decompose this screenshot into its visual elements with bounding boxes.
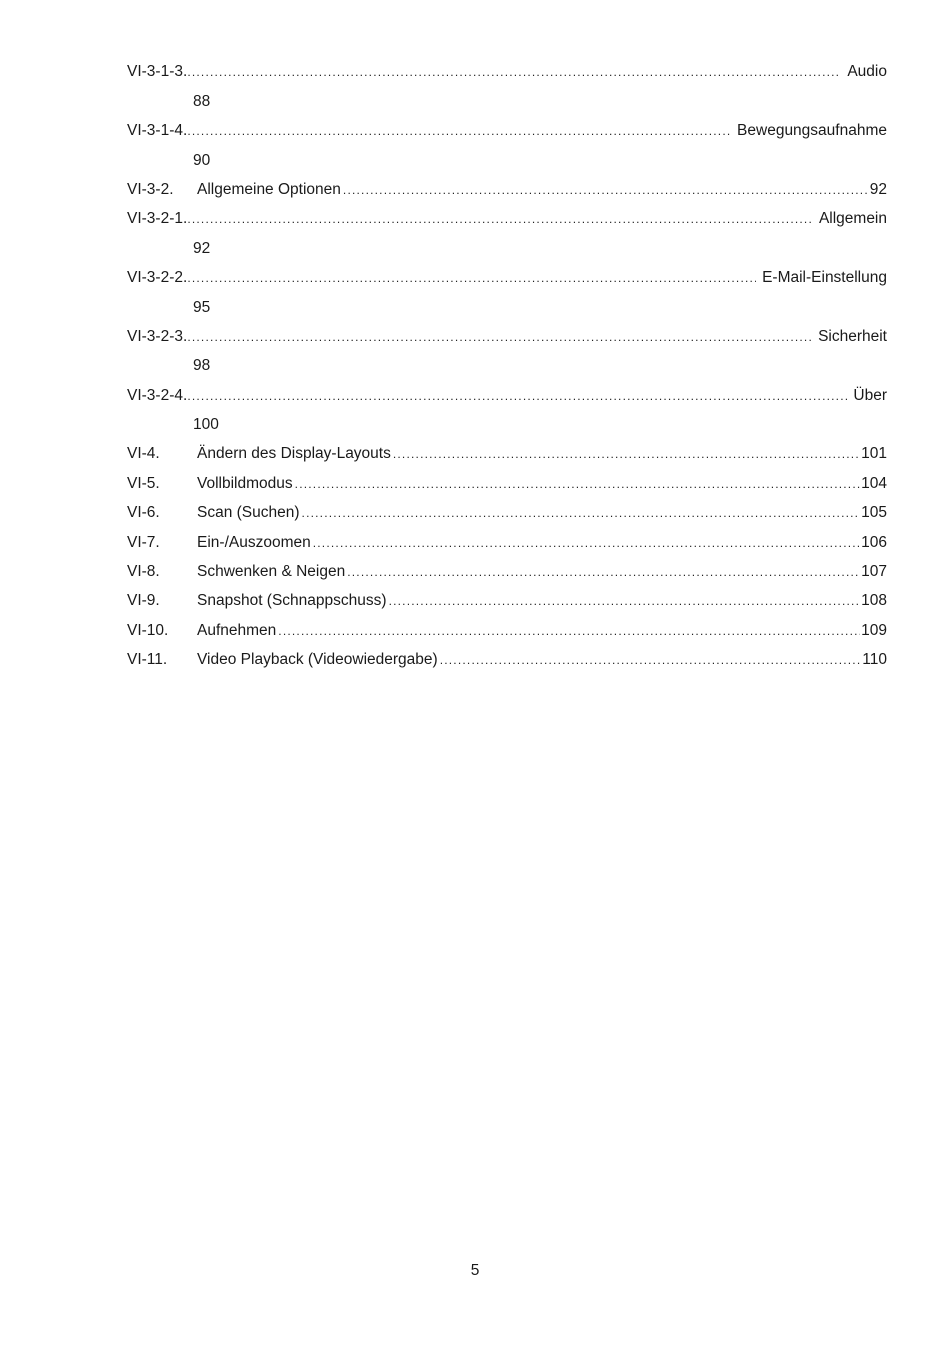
toc-dot-leader xyxy=(393,446,860,463)
toc-entry-number: VI-8. xyxy=(127,563,160,581)
toc-entry-number: VI-3-1-3. xyxy=(127,63,188,81)
toc-entry-page-line xyxy=(127,287,887,316)
toc-entry xyxy=(127,581,887,610)
toc-entry-page: 88 xyxy=(193,92,211,110)
toc-entry-title: Allgemeine Optionen xyxy=(197,180,341,198)
toc-entry-page: 106 xyxy=(861,533,887,551)
toc-entry-title: Sicherheit xyxy=(818,327,887,345)
toc-entry-page: 107 xyxy=(861,563,887,581)
toc-entry-number: VI-5. xyxy=(127,474,160,492)
toc-entry-title: Ändern des Display-Layouts xyxy=(197,445,391,463)
toc-entry xyxy=(127,52,887,81)
toc-entry-page: 109 xyxy=(861,621,887,639)
toc-entry-number: VI-10. xyxy=(127,621,169,639)
toc-entry-page: 95 xyxy=(193,298,211,316)
toc-dot-leader xyxy=(187,270,756,287)
toc-entry xyxy=(127,199,887,228)
toc-dot-leader xyxy=(187,123,731,140)
toc-entry-title: Aufnehmen xyxy=(197,621,277,639)
toc-entry xyxy=(127,640,887,669)
toc-dot-leader xyxy=(302,505,861,522)
toc-entry xyxy=(127,434,887,463)
toc-entry-page: 98 xyxy=(193,357,211,375)
toc-entry-page: 92 xyxy=(193,239,211,257)
toc-entry-number: VI-3-2-3. xyxy=(127,327,188,345)
toc-dot-leader xyxy=(187,388,847,405)
toc-entry-number: VI-3-2-2. xyxy=(127,269,188,287)
toc-entry-title: Schwenken & Neigen xyxy=(197,563,346,581)
toc-entry xyxy=(127,493,887,522)
toc-entry-number: VI-9. xyxy=(127,592,160,610)
toc-entry xyxy=(127,170,887,199)
toc-entry-page: 100 xyxy=(193,416,219,434)
toc-entry xyxy=(127,552,887,581)
toc-entry-title: Bewegungsaufnahme xyxy=(737,122,887,140)
toc-dot-leader xyxy=(187,64,841,81)
toc-entry xyxy=(127,111,887,140)
toc-entry xyxy=(127,375,887,404)
toc-dot-leader xyxy=(389,593,861,610)
toc-entry-page-line xyxy=(127,405,887,434)
toc-entry-title: Über xyxy=(853,386,887,404)
toc-entry-number: VI-3-2-1. xyxy=(127,210,188,228)
toc-entry-number: VI-7. xyxy=(127,533,160,551)
toc-entry xyxy=(127,463,887,492)
toc-entry-page: 105 xyxy=(861,504,887,522)
toc-entry-number: VI-3-1-4. xyxy=(127,122,188,140)
toc-entry-page: 104 xyxy=(861,474,887,492)
toc-entry xyxy=(127,522,887,551)
toc-dot-leader xyxy=(187,329,812,346)
toc-entry-number: VI-3-2-4. xyxy=(127,386,188,404)
toc-entry-number: VI-11. xyxy=(127,651,168,669)
toc-entry-number: VI-4. xyxy=(127,445,160,463)
toc-entry-title: Snapshot (Schnappschuss) xyxy=(197,592,387,610)
page-number: 5 xyxy=(470,1262,480,1279)
table-of-contents xyxy=(127,52,887,669)
toc-entry xyxy=(127,258,887,287)
toc-dot-leader xyxy=(313,535,860,552)
toc-entry-page: 92 xyxy=(869,180,887,198)
toc-entry-number: VI-6. xyxy=(127,504,160,522)
toc-entry xyxy=(127,610,887,639)
toc-entry-title: E-Mail-Einstellung xyxy=(762,269,887,287)
toc-dot-leader xyxy=(347,564,860,581)
toc-entry xyxy=(127,317,887,346)
toc-entry-title: Video Playback (Videowiedergabe) xyxy=(197,651,438,669)
toc-dot-leader xyxy=(278,623,860,640)
toc-entry-page: 110 xyxy=(862,651,887,669)
toc-dot-leader xyxy=(295,476,860,493)
toc-entry-page-line xyxy=(127,140,887,169)
toc-entry-page-line xyxy=(127,228,887,257)
toc-entry-title: Ein-/Auszoomen xyxy=(197,533,311,551)
toc-entry-title: Scan (Suchen) xyxy=(197,504,300,522)
toc-dot-leader xyxy=(187,211,813,228)
toc-entry-title: Vollbildmodus xyxy=(197,474,293,492)
toc-entry-page: 101 xyxy=(861,445,887,463)
toc-dot-leader xyxy=(440,652,862,669)
toc-entry-page-line xyxy=(127,346,887,375)
toc-entry-number: VI-3-2. xyxy=(127,180,174,198)
toc-entry-title: Audio xyxy=(847,63,887,81)
toc-entry-title: Allgemein xyxy=(818,210,887,228)
toc-entry-page: 108 xyxy=(861,592,887,610)
toc-dot-leader xyxy=(343,182,869,199)
toc-entry-page: 90 xyxy=(193,151,211,169)
toc-entry-page-line xyxy=(127,81,887,110)
